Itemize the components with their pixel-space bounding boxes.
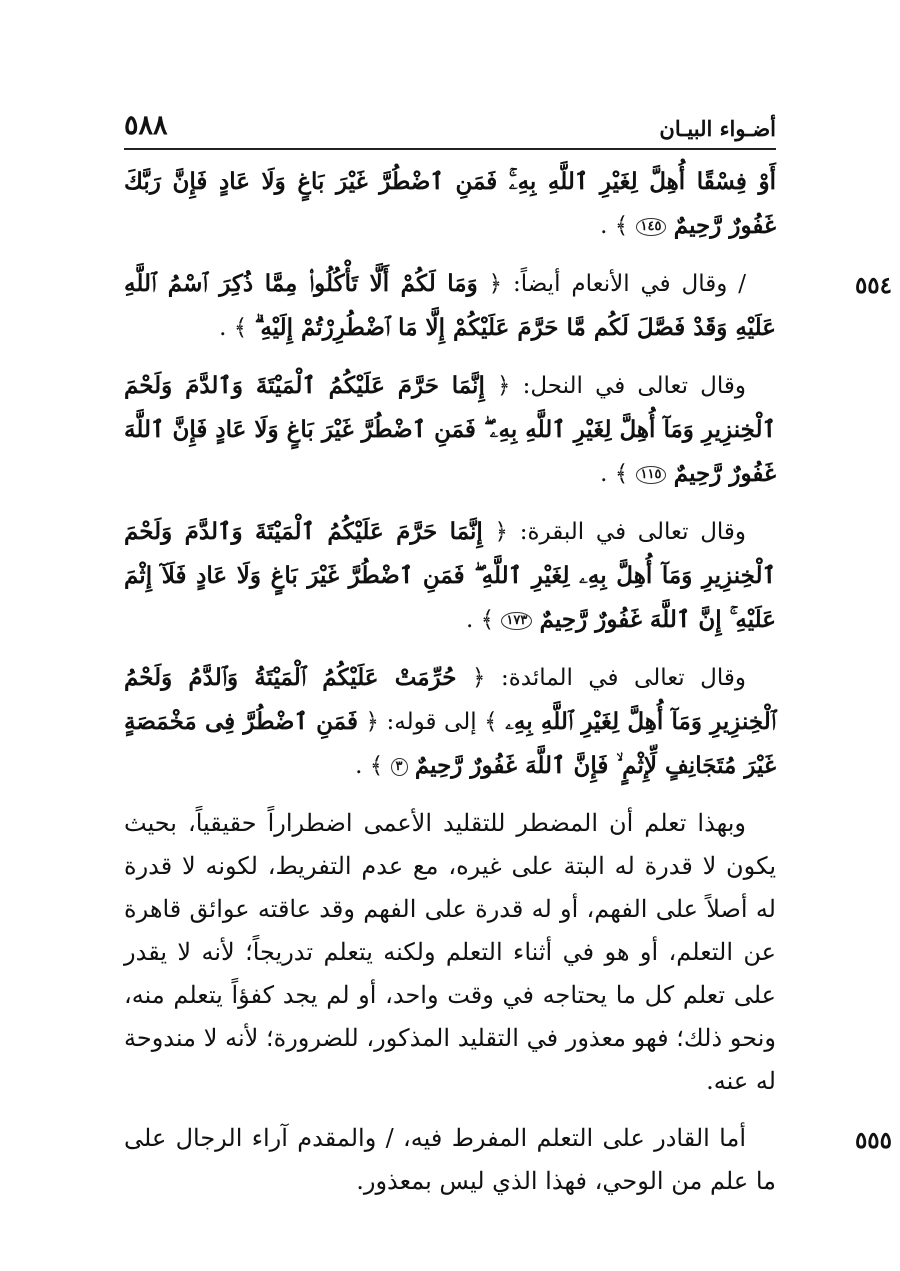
closing-bracket: ﴾ . <box>465 607 495 633</box>
prose-paragraph <box>124 1117 892 1203</box>
quran-paragraph <box>124 262 892 350</box>
intro-text: وقال تعالى في النحل: ﴿ <box>496 373 747 399</box>
closing-bracket: ﴾ . <box>600 213 629 239</box>
intro-text: وقال تعالى في المائدة: ﴿ <box>472 665 746 691</box>
prose-paragraph <box>124 802 776 1103</box>
margin-number: ٥٥٤ <box>854 272 892 299</box>
intro-text: ﴾ إلى قوله: ﴿ <box>365 709 498 735</box>
quran-verse: حُرِّمَتْ عَلَيْكُمُ ٱلْمَيْتَةُ وَٱلدَّمُ وَلَحْمُ ٱلْخِنزِيرِ وَمَآ أُهِلَّ لِغَيْرِ ٱللَّهِ بِهِۦ <box>124 664 777 735</box>
quran-verse: فَمَنِ ٱضْطُرَّ فِى مَخْمَصَةٍ غَيْرَ مُتَجَانِفٍ لِّإِثْمٍ ۙ فَإِنَّ ٱللَّهَ غَفُورٌ رَّحِيمٌ <box>124 708 776 779</box>
aya-number: ٣ <box>391 758 408 776</box>
quran-verse: وَمَا لَكُمْ أَلَّا تَأْكُلُوا۟ مِمَّا ذُكِرَ ٱسْمُ ٱللَّهِ عَلَيْهِ وَقَدْ فَصَّلَ لَكُم مَّا حَرَّمَ عَلَيْكُمْ إِلَّا مَا ٱضْطُرِرْتُمْ إِلَيْهِ ۗ <box>124 270 776 341</box>
page-number: ٥٨٨ <box>124 110 168 141</box>
quran-verse: إِنَّمَا حَرَّمَ عَلَيْكُمُ ٱلْمَيْتَةَ وَٱلدَّمَ وَلَحْمَ ٱلْخِنزِيرِ وَمَآ أُهِلَّ بِهِۦ لِغَيْرِ ٱللَّهِ ۖ فَمَنِ ٱضْطُرَّ غَيْرَ بَاغٍ وَلَا عَادٍ فَلَآ إِثْمَ عَلَيْهِ ۚ إِنَّ ٱللَّهَ غَفُورٌ رَّحِيمٌ <box>124 518 776 633</box>
margin-number: ٥٥٥ <box>854 1127 892 1154</box>
closing-bracket: ﴾ . <box>600 461 629 487</box>
closing-bracket: ﴾ . <box>219 315 248 341</box>
paragraph-text: أما القادر على التعلم المفرط فيه، / والمقدم آراء الرجال على ما علم من الوحي، فهذا الذي ليس بمعذور. <box>124 1124 776 1195</box>
running-title: أضـواء البيـان <box>659 116 776 141</box>
quran-paragraph <box>124 160 776 248</box>
quran-paragraph <box>124 510 776 642</box>
intro-text: / وقال في الأنعام أيضاً: ﴿ <box>488 271 746 297</box>
paragraph-text: وبهذا تعلم أن المضطر للتقليد الأعمى اضطراراً حقيقياً، بحيث يكون لا قدرة له البتة على غيره، مع عدم التفريط، لكونه لا قدرة له أصلاً على الفهم، أو له قدرة على الفهم وقد عاقته عوائق قاهرة عن التعلم، أو هو في أثناء التعلم ولكنه يتعلم تدريجاً؛ لأنه لا يقدر على تعلم كل ما يحتاجه في وقت واحد، أو لم يجد كفؤاً يتعلم منه، ونحو ذلك؛ فهو معذور في التقليد المذكور، للضرورة؛ لأنه لا مندوحة له عنه. <box>124 809 777 1095</box>
quran-verse: إِنَّمَا حَرَّمَ عَلَيْكُمُ ٱلْمَيْتَةَ وَٱلدَّمَ وَلَحْمَ ٱلْخِنزِيرِ وَمَآ أُهِلَّ لِغَيْرِ ٱللَّهِ بِهِۦ ۖ فَمَنِ ٱضْطُرَّ غَيْرَ بَاغٍ وَلَا عَادٍ فَإِنَّ ٱللَّهَ غَفُورٌ رَّحِيمٌ <box>124 372 776 487</box>
page-body <box>124 160 892 1217</box>
quran-paragraph <box>124 364 776 496</box>
intro-text: وقال تعالى في البقرة: ﴿ <box>494 519 747 545</box>
aya-number: ١٤٥ <box>636 218 667 236</box>
page-header <box>124 108 776 150</box>
aya-number: ١٧٣ <box>501 612 532 630</box>
aya-number: ١١٥ <box>636 466 667 484</box>
closing-bracket: ﴾ . <box>355 753 384 779</box>
quran-verse: أَوْ فِسْقًا أُهِلَّ لِغَيْرِ ٱللَّهِ بِهِۦۚ فَمَنِ ٱضْطُرَّ غَيْرَ بَاغٍ وَلَا عَادٍ فَإِنَّ رَبَّكَ غَفُورٌ رَّحِيمٌ <box>124 168 776 239</box>
quran-paragraph <box>124 656 776 788</box>
